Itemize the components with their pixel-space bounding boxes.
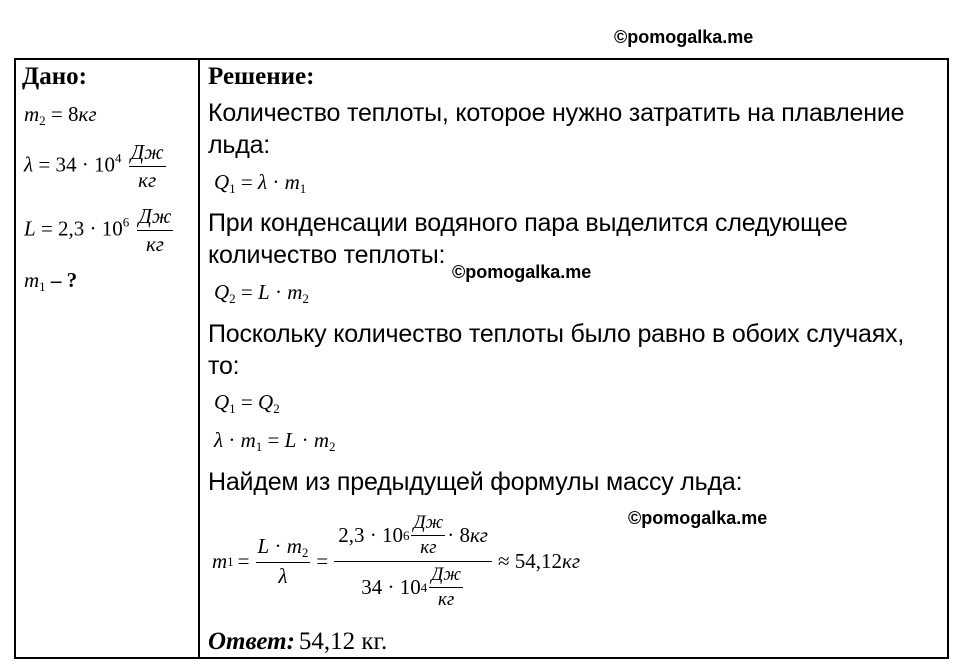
answer-value: 54,12 кг. bbox=[298, 628, 388, 655]
paragraph-2-cont: количество теплоты: bbox=[208, 241, 446, 269]
column-divider bbox=[198, 58, 200, 659]
watermark-middle: ©pomogalka.me bbox=[452, 262, 592, 282]
given-lambda: $\lambda = 34 \cdot 10^4$ $\frac{Дж}{кг}$ bbox=[24, 140, 164, 192]
formula-q1-eq-q2: $Q_1 = Q_2$ bbox=[214, 390, 280, 416]
formula-q1: $Q_1 = \lambda \cdot m_1$ bbox=[214, 170, 307, 196]
paragraph-1: Количество теплоты, которое нужно затратить на плавление bbox=[208, 99, 905, 127]
paragraph-3: Поскольку количество теплоты было равно в обоих случаях, bbox=[208, 320, 905, 348]
given-title: Дано: bbox=[22, 63, 87, 90]
formula-balance: $\lambda \cdot m_1 = L \cdot m_2$ bbox=[214, 428, 336, 454]
paragraph-4: Найдем из предыдущей формулы массу льда: bbox=[208, 468, 743, 496]
given-find: $m_1$ – ? bbox=[24, 268, 78, 294]
paragraph-3-cont: то: bbox=[208, 352, 240, 380]
paragraph-1-cont: льда: bbox=[208, 131, 271, 159]
given-L: $L = 2,3 \cdot 10^6$ $\frac{Дж}{кг}$ bbox=[24, 204, 172, 256]
watermark-top: ©pomogalka.me bbox=[614, 27, 754, 47]
paragraph-2: При конденсации водяного пара выделится следующее bbox=[208, 209, 848, 237]
solution-title: Решение: bbox=[208, 63, 315, 90]
formula-result: m 1 = $\frac{L \cdot m_2}{\lambda}$ = 2,3 · 10 6 $\frac{Дж}{кг}$ · 8 кг 34 · 10 4 $\frac{Дж}{кг}$ ≈ 54,12 кг bbox=[212, 512, 581, 610]
answer-label: Ответ: bbox=[208, 628, 295, 655]
watermark-bottom: ©pomogalka.me bbox=[628, 508, 768, 528]
formula-q2: $Q_2 = L \cdot m_2$ bbox=[214, 280, 309, 306]
answer bbox=[208, 628, 387, 656]
given-m2: $m_2 = 8кг$ bbox=[24, 102, 97, 128]
